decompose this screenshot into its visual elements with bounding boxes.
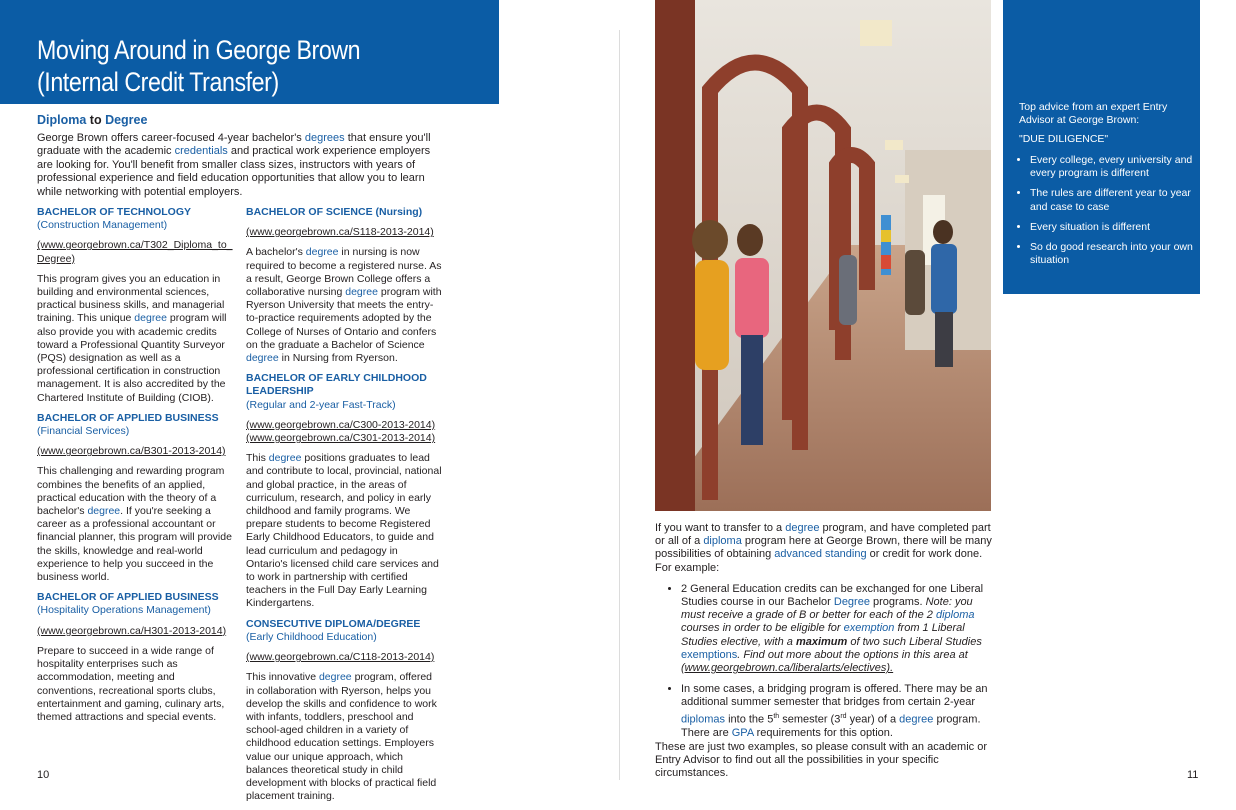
keyword-link[interactable]: degree	[134, 312, 167, 325]
program-consecutive	[246, 618, 442, 804]
advice-list	[1019, 154, 1198, 274]
keyword-link[interactable]: diploma	[703, 535, 742, 548]
program-heading: BACHELOR OF SCIENCE (Nursing)	[246, 206, 423, 218]
closing-paragraph: These are just two examples, so please consult with an academic or Entry Advisor to find out all the possibilities in your specific circumstances.	[655, 741, 987, 780]
advice-item: • Every situation is different	[1030, 221, 1198, 234]
advice-item: • So do good research into your own situation	[1030, 241, 1198, 267]
program-description: This innovative degree program, offered in collaboration with Ryerson, helps you develop the skills and confidence to work with infants, toddlers, preschool and school-aged children in a variety of childhood education settings. Employers value our unique approach, which balances theoretical study in child development with blocks of practical field placement training.	[246, 671, 437, 803]
program-science	[246, 206, 442, 365]
program-url-link[interactable]: (www.georgebrown.ca/B301-2013-2014)	[37, 445, 226, 458]
program-subheading: (Hospitality Operations Management)	[37, 604, 211, 617]
subtitle	[37, 113, 147, 127]
program-description: This degree positions graduates to lead and contribute to local, provincial, national and global practice, in the areas of curriculum, research, and policy in early childhood and family programs. We prepare students to become Registered Early Childhood Educators, to guide and lead curriculum and pedagogy in Ontario's licensed child care services and to work in partnership with certified teachers in the Full Day Early Learning Kindergartens.	[246, 452, 442, 610]
program-heading: CONSECUTIVE DIPLOMA/DEGREE	[246, 617, 421, 630]
program-url-link[interactable]: (www.georgebrown.ca/T302_Diploma_to_Degree)	[37, 239, 233, 265]
page-title	[37, 34, 360, 98]
transfer-examples	[655, 583, 995, 740]
keyword-link[interactable]: diploma	[935, 609, 975, 622]
program-heading: BACHELOR OF APPLIED BUSINESS	[37, 591, 219, 604]
page-divider	[619, 30, 620, 780]
keyword-link[interactable]: degrees	[304, 132, 345, 144]
advice-heading	[1019, 101, 1189, 147]
example-item: • In some cases, a bridging program is offered. There may be an additional summer semester that bridges from certain 2-year diplomas into the 5th semester (3rd year) of a degree program. There are GPA requirements for this option.	[681, 683, 995, 739]
keyword-link[interactable]: degree	[87, 505, 121, 518]
program-column-2	[246, 206, 442, 810]
keyword-link[interactable]: degree	[785, 522, 820, 534]
advice-item: • Every college, every university and every program is different	[1030, 154, 1198, 180]
program-description: This program gives you an education in building and environmental sciences, practical business skills, and managerial training. This unique degree program will also provide you with academic credits toward a Professional Quantity Surveyor (PQS) designation as well as a professional certification in construction management. It is also accredited by the Chartered Institute of Building (CIOB).	[37, 272, 227, 404]
program-tech	[37, 206, 233, 405]
keyword-link[interactable]: degree	[246, 352, 279, 365]
page-number-right: 11	[1187, 769, 1199, 781]
advice-title: Top advice from an expert Entry Advisor at George Brown:	[1019, 101, 1168, 127]
title-line-1: Moving Around in George Brown	[37, 35, 361, 65]
keyword-link[interactable]: degree	[899, 713, 934, 726]
keyword-link[interactable]: diplomas	[681, 713, 726, 726]
program-subheading: (Construction Management)	[37, 219, 168, 232]
subtitle-diploma: Diploma	[37, 113, 87, 127]
advice-motto: "DUE DILIGENCE"	[1019, 133, 1109, 146]
subtitle-to: to	[86, 113, 106, 127]
transfer-intro: If you want to transfer to a degree program, and have completed part or all of a diploma program here at George Brown, there will be many possibilities of obtaining advanced standing or credit for work done. For example:	[655, 522, 992, 574]
subtitle-degree: Degree	[105, 113, 148, 127]
campus-photo	[655, 0, 991, 511]
program-description: This challenging and rewarding program combines the benefits of an applied, practical education with the theory of a bachelor's degree. If you're seeking a career as a professional accountant or financial planner, this program will provide the skills, knowledge and real-world experience to help you succeed in the business world.	[37, 465, 232, 584]
arcade-illustration	[655, 0, 991, 511]
keyword-link[interactable]: exemption	[843, 622, 895, 635]
keyword-link[interactable]: degree	[345, 286, 378, 299]
program-subheading: (Early Childhood Education)	[246, 630, 377, 643]
program-url-link[interactable]: (www.georgebrown.ca/C300-2013-2014)	[246, 418, 436, 431]
keyword-link[interactable]: degree	[318, 671, 352, 684]
advice-box	[1003, 0, 1200, 294]
keyword-link[interactable]: credentials	[174, 145, 228, 158]
keyword-link[interactable]: degree	[305, 246, 339, 259]
program-description: A bachelor's degree in nursing is now required to become a registered nurse. As a result, George Brown College offers a collaborative nursing degree program with Ryerson University that meets the entry-to-practice requirements adopted by the College of Nurses of Ontario and confers on the graduate a Bachelor of Science degree in Nursing from Ryerson.	[246, 246, 442, 365]
electives-url-link[interactable]: (www.georgebrown.ca/liberalarts/electives).	[681, 662, 894, 675]
program-heading: BACHELOR OF APPLIED BUSINESS	[37, 411, 219, 424]
program-url-link[interactable]: (www.georgebrown.ca/C118-2013-2014)	[246, 651, 435, 664]
keyword-link[interactable]: Degree	[833, 596, 870, 609]
keyword-link[interactable]: degree	[268, 452, 302, 465]
program-business-financial	[37, 412, 233, 584]
keyword-link[interactable]: GPA	[731, 726, 754, 739]
title-line-2: (Internal Credit Transfer)	[37, 67, 279, 97]
ceiling-lamp	[860, 20, 892, 46]
page-number-left: 10	[37, 769, 50, 781]
program-heading: BACHELOR OF EARLY CHILDHOOD LEADERSHIP	[246, 372, 427, 398]
keyword-link[interactable]: exemptions	[681, 648, 738, 661]
program-url-link[interactable]: (www.georgebrown.ca/S118-2013-2014)	[246, 226, 434, 239]
program-subheading: (Financial Services)	[37, 425, 130, 438]
program-business-hospitality	[37, 591, 233, 724]
program-url-link[interactable]: (www.georgebrown.ca/H301-2013-2014)	[37, 624, 227, 637]
intro-paragraph: George Brown offers career-focused 4-year bachelor's degrees that ensure you'll graduate with the academic credentials and practical work experience employers are looking for. You'll benefit from smaller class sizes, instructors with years of professional experience and field education opportunities that allow you to learn while networking with potential employers.	[37, 132, 431, 198]
program-column-1	[37, 206, 233, 731]
keyword-link[interactable]: advanced standing	[774, 548, 867, 561]
program-heading: BACHELOR OF TECHNOLOGY	[37, 206, 191, 218]
program-subheading: (Regular and 2-year Fast-Track)	[246, 398, 396, 411]
program-early-childhood	[246, 372, 442, 610]
example-item: • 2 General Education credits can be exchanged for one Liberal Studies course in our Bachelor Degree programs. Note: you must receive a grade of B or better for each of the 2 diploma courses in order to be eligible for exemption from 1 Liberal Studies elective, with a maximum of two such Liberal Studies exemptions. Find out more about the options in this area at (www.georgebrown.ca/liberalarts/electives).	[681, 583, 995, 675]
program-description: Prepare to succeed in a wide range of hospitality enterprises such as accommodation, meeting and conventions, recreational sports clubs, entertainment and gaming, culinary arts, themed attractions and special events.	[37, 644, 225, 723]
advice-item: • The rules are different year to year and case to case	[1030, 187, 1198, 213]
transfer-text	[655, 522, 995, 748]
program-url-link[interactable]: (www.georgebrown.ca/C301-2013-2014)	[246, 432, 436, 445]
title-banner	[0, 0, 499, 104]
